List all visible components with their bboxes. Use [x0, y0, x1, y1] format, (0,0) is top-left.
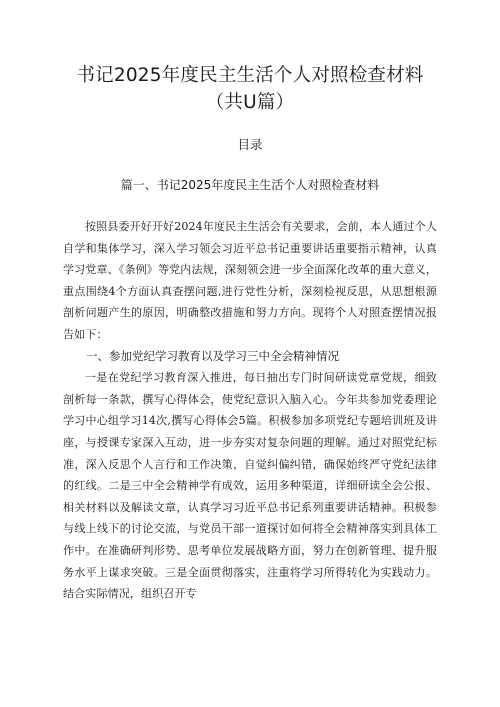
- document-body: [63, 216, 437, 605]
- intro-paragraph: 按照县委开好开好2024年度民主生活会有关要求，会前，本人通过个人自学和集体学习，深入学习领会习近平总书记重要讲话重要指示精神，认真学习党章、《条例》等党内法规，深刻领会进一步全面深化改革的重大意义，重点围绕4个方面认真查摆问题,进行党性分析，深刻检视反思，从思想根源剖析问题产生的原因，明确整改措施和努力方向。现将个人对照查摆情况报告如下：: [63, 220, 437, 341]
- section-heading: 一、参加党纪学习教育以及学习三中全会精神情况: [86, 348, 339, 363]
- toc-item-1: 篇一、书记2025年度民主生活个人对照检查材料: [120, 178, 380, 192]
- document-title: 书记2025年度民主生活个人对照检查材料（共U篇）: [76, 65, 424, 113]
- section-paragraph: 一是在党纪学习教育深入推进，每日抽出专门时间研读党章党规，细致剖析每一条款，撰写心得体会，使党纪意识入脑入心。今年共参加党委理论学习中心组学习14次,撰写心得体会5篇。积极参加多项党纪专题培训班及讲座，与授课专家深入互动，进一步夯实对复杂问题的理解。通过对照党纪标准，深入反思个人言行和工作决策，自觉纠偏纠错，确保始终严守党纪法律的红线。二是三中全会精神学有成效，运用多种渠道，详细研读全会公报、相关材料以及解读文章，认真学习习近平总书记系列重要讲话精神。积极参与线上线下的讨论交流，与党员干部一道探讨如何将全会精神落实到具体工作中。在准确研判形势、思考单位发展战略方面，努力在创新管理、提升服务水平上谋求突破。三是全面贯彻落实，注重将学习所得转化为实践动力。结合实际情况，组织召开专: [63, 371, 437, 601]
- toc-heading: 目录: [237, 137, 263, 152]
